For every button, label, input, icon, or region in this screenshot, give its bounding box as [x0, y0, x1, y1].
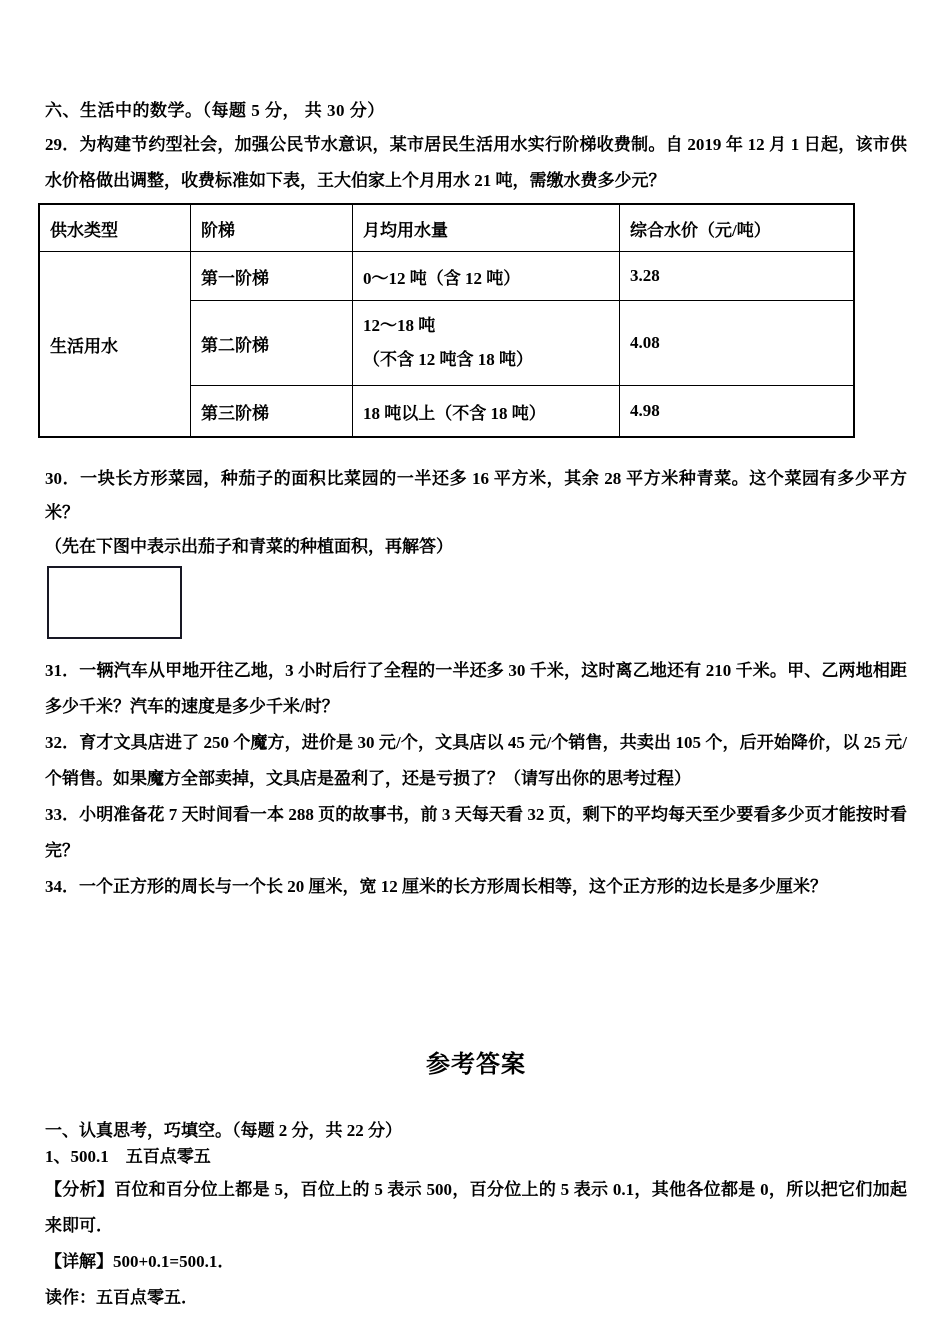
answer-analysis: 【分析】百位和百分位上都是 5，百位上的 5 表示 500，百分位上的 5 表示 0.1，其他各位都是 0，所以把它们加起来即可．	[45, 1180, 907, 1235]
answer-detail: 【详解】500+0.1=500.1．	[45, 1252, 235, 1271]
water-price-table	[38, 203, 855, 438]
cell-tier2-price: 4.08	[620, 301, 855, 386]
section-six-heading: 六、生活中的数学。（每题 5 分， 共 30 分）	[45, 101, 385, 120]
cell-tier2-usage-note: （不含 12 吨含 18 吨）	[363, 350, 533, 369]
header-price: 综合水价（元/吨）	[620, 204, 855, 252]
cell-tier2-name: 第二阶梯	[191, 301, 353, 386]
question-30: 30．一块长方形菜园，种茄子的面积比菜园的一半还多 16 平方米，其余 28 平方米种青菜。这个菜园有多少平方米？	[45, 469, 907, 522]
cell-category: 生活用水	[39, 252, 191, 438]
cell-tier2-usage	[353, 301, 620, 386]
cell-tier3-name: 第三阶梯	[191, 386, 353, 438]
answers-section-one-heading: 一、认真思考，巧填空。（每题 2 分，共 22 分）	[45, 1121, 402, 1140]
cell-tier3-price: 4.98	[620, 386, 855, 438]
header-supply-type: 供水类型	[39, 204, 191, 252]
question-32: 32．育才文具店进了 250 个魔方，进价是 30 元/个，文具店以 45 元/个销售，共卖出 105 个，后开始降价，以 25 元/个销售。如果魔方全部卖掉，文具店是盈利了，还是亏损了？（请写出你的思考过程）	[45, 733, 907, 788]
cell-tier1-price: 3.28	[620, 252, 855, 301]
table-row-tier1	[39, 252, 854, 301]
question-31: 31．一辆汽车从甲地开往乙地，3 小时后行了全程的一半还多 30 千米，这时离乙地还有 210 千米。甲、乙两地相距多少千米？汽车的速度是多少千米/时？	[45, 661, 907, 716]
cell-tier1-name: 第一阶梯	[191, 252, 353, 301]
table-header-row	[39, 204, 854, 252]
cell-tier3-usage: 18 吨以上（不含 18 吨）	[353, 386, 620, 438]
question-30-note: （先在下图中表示出茄子和青菜的种植面积，再解答）	[45, 537, 453, 556]
answers-title: 参考答案	[426, 1051, 526, 1078]
question-33: 33．小明准备花 7 天时间看一本 288 页的故事书，前 3 天每天看 32 页，剩下的平均每天至少要看多少页才能按时看完？	[45, 805, 907, 860]
answer-reading: 读作：五百点零五．	[45, 1288, 198, 1307]
cell-tier1-usage: 0～12 吨（含 12 吨）	[353, 252, 620, 301]
garden-drawing-box	[47, 566, 182, 639]
question-29: 29．为构建节约型社会，加强公民节水意识，某市居民生活用水实行阶梯收费制。自 2019 年 12 月 1 日起，该市供水价格做出调整，收费标准如下表，王大伯家上个月用水 21 吨，需缴水费多少元？	[45, 135, 907, 190]
answer-item-1: 1、500.1 五百点零五	[45, 1147, 211, 1166]
question-34: 34．一个正方形的周长与一个长 20 厘米，宽 12 厘米的长方形周长相等，这个正方形的边长是多少厘米？	[45, 877, 827, 896]
header-tier: 阶梯	[191, 204, 353, 252]
header-monthly-usage: 月均用水量	[353, 204, 620, 252]
cell-tier2-usage-range: 12～18 吨	[363, 316, 436, 335]
